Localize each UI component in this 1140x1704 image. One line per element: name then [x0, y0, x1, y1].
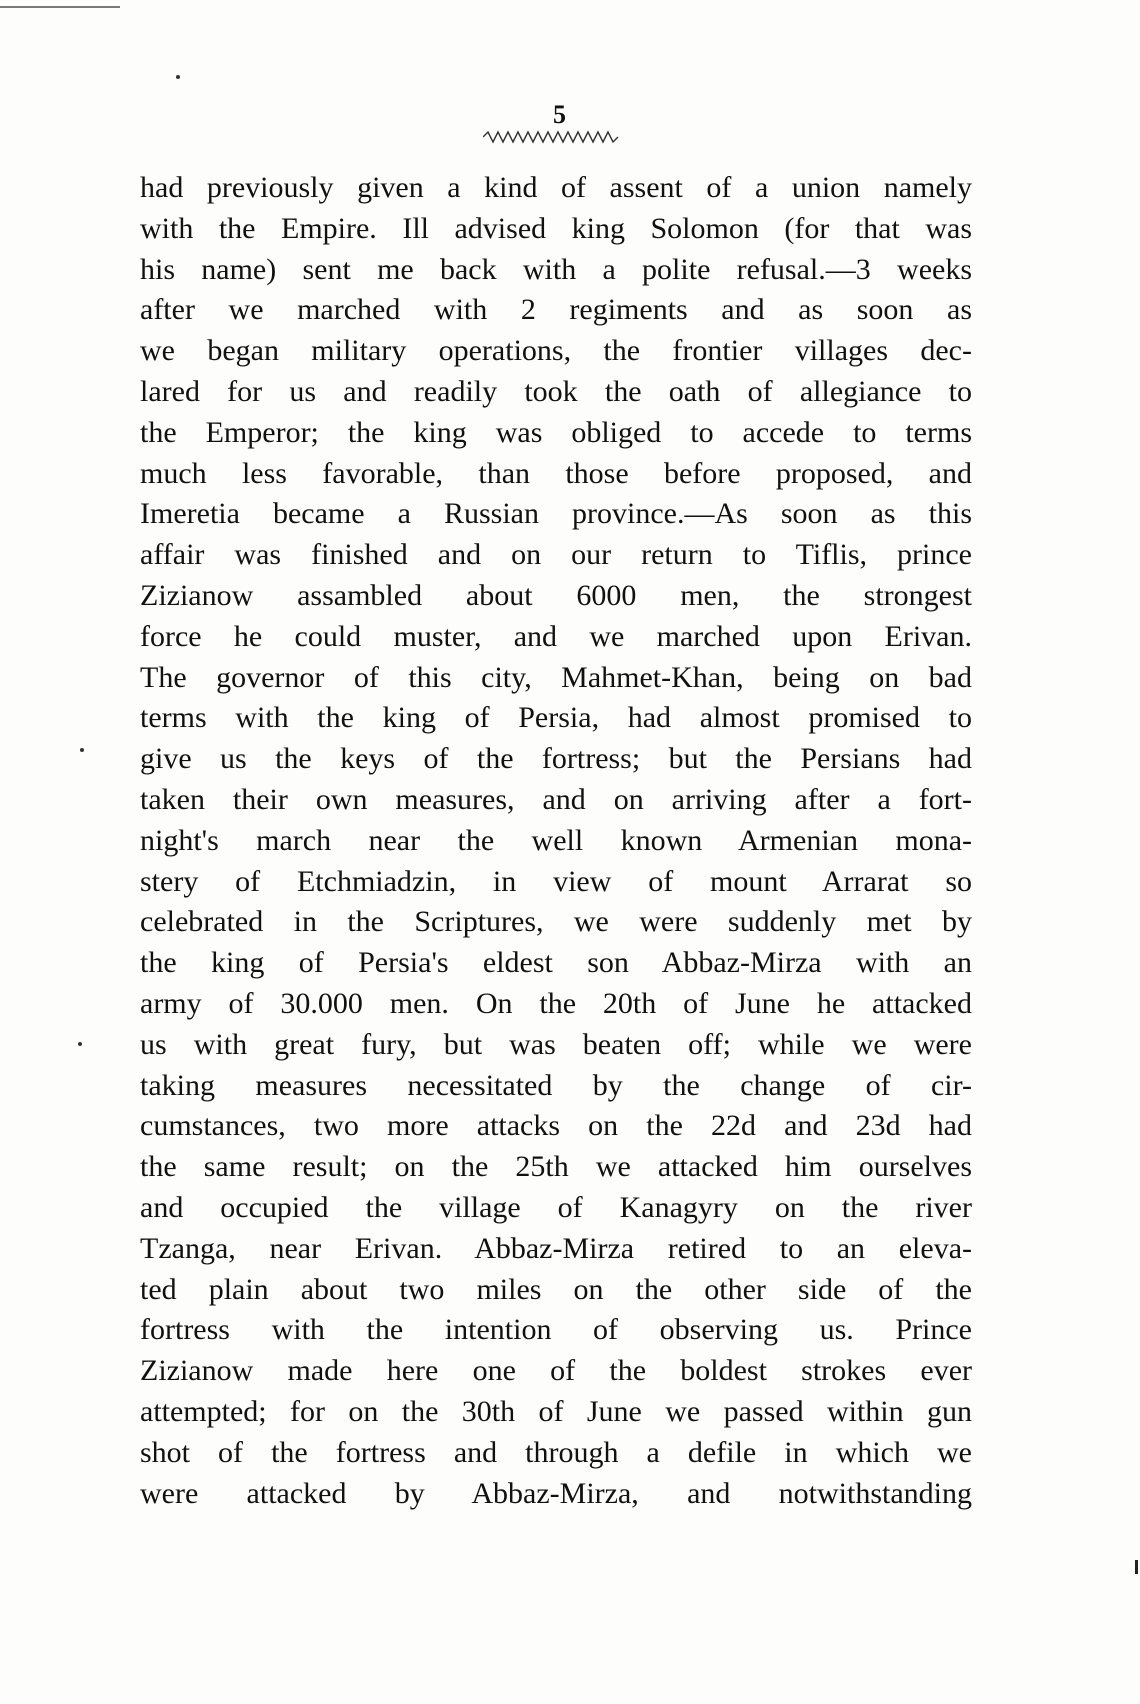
text-line: give us the keys of the fortress; but the Persians had: [140, 742, 972, 776]
body-text: [140, 168, 972, 1514]
wavy-ornament: [483, 130, 623, 144]
text-line: attempted; for on the 30th of June we passed within gun: [140, 1394, 972, 1428]
text-line: lared for us and readily took the oath of allegiance to: [140, 374, 972, 408]
text-line: Zizianow made here one of the boldest strokes ever: [140, 1354, 972, 1388]
text-line: affair was finished and on our return to Tiflis, prince: [140, 538, 972, 572]
text-line: after we marched with 2 regiments and as soon as: [140, 293, 972, 327]
text-line: Tzanga, near Erivan. Abbaz-Mirza retired to an eleva-: [140, 1231, 972, 1265]
text-line: celebrated in the Scriptures, we were suddenly met by: [140, 905, 972, 939]
text-line: with the Empire. Ill advised king Solomon (for that was: [140, 211, 972, 245]
text-line: taking measures necessitated by the change of cir-: [140, 1068, 972, 1102]
text-line: fortress with the intention of observing us. Prince: [140, 1313, 972, 1347]
text-line: The governor of this city, Mahmet-Khan, being on bad: [140, 660, 972, 694]
text-line: Imeretia became a Russian province.—As soon as this: [140, 497, 972, 531]
text-line: the king of Persia's eldest son Abbaz-Mirza with an: [140, 946, 972, 980]
scan-edge-rule: [0, 6, 120, 8]
text-line: army of 30.000 men. On the 20th of June he attacked: [140, 986, 972, 1020]
text-line: stery of Etchmiadzin, in view of mount Arrarat so: [140, 864, 972, 898]
text-line: taken their own measures, and on arriving after a fort-: [140, 782, 972, 816]
text-line: were attacked by Abbaz-Mirza, and notwithstanding: [140, 1476, 972, 1510]
text-line: the same result; on the 25th we attacked him ourselves: [140, 1150, 972, 1184]
text-line: cumstances, two more attacks on the 22d and 23d had: [140, 1109, 972, 1143]
text-line: the Emperor; the king was obliged to accede to terms: [140, 415, 972, 449]
text-line: us with great fury, but was beaten off; while we were: [140, 1027, 972, 1061]
text-line: his name) sent me back with a polite refusal.—3 weeks: [140, 252, 972, 286]
scan-speck: [80, 748, 84, 752]
text-line: and occupied the village of Kanagyry on the river: [140, 1190, 972, 1224]
text-line: we began military operations, the frontier villages dec-: [140, 334, 972, 368]
scan-speck: [176, 75, 180, 79]
text-line: force he could muster, and we marched upon Erivan.: [140, 619, 972, 653]
scan-speck: [78, 1042, 82, 1046]
text-line: Zizianow assambled about 6000 men, the strongest: [140, 578, 972, 612]
text-line: had previously given a kind of assent of a union namely: [140, 171, 972, 204]
text-line: much less favorable, than those before proposed, and: [140, 456, 972, 490]
text-line: ted plain about two miles on the other side of the: [140, 1272, 972, 1306]
text-line: shot of the fortress and through a defile in which we: [140, 1435, 972, 1469]
scan-edge-mark: [1135, 1560, 1138, 1574]
text-line: night's march near the well known Armenian mona-: [140, 823, 972, 857]
text-line: terms with the king of Persia, had almost promised to: [140, 701, 972, 735]
page-number: 5: [553, 100, 566, 129]
